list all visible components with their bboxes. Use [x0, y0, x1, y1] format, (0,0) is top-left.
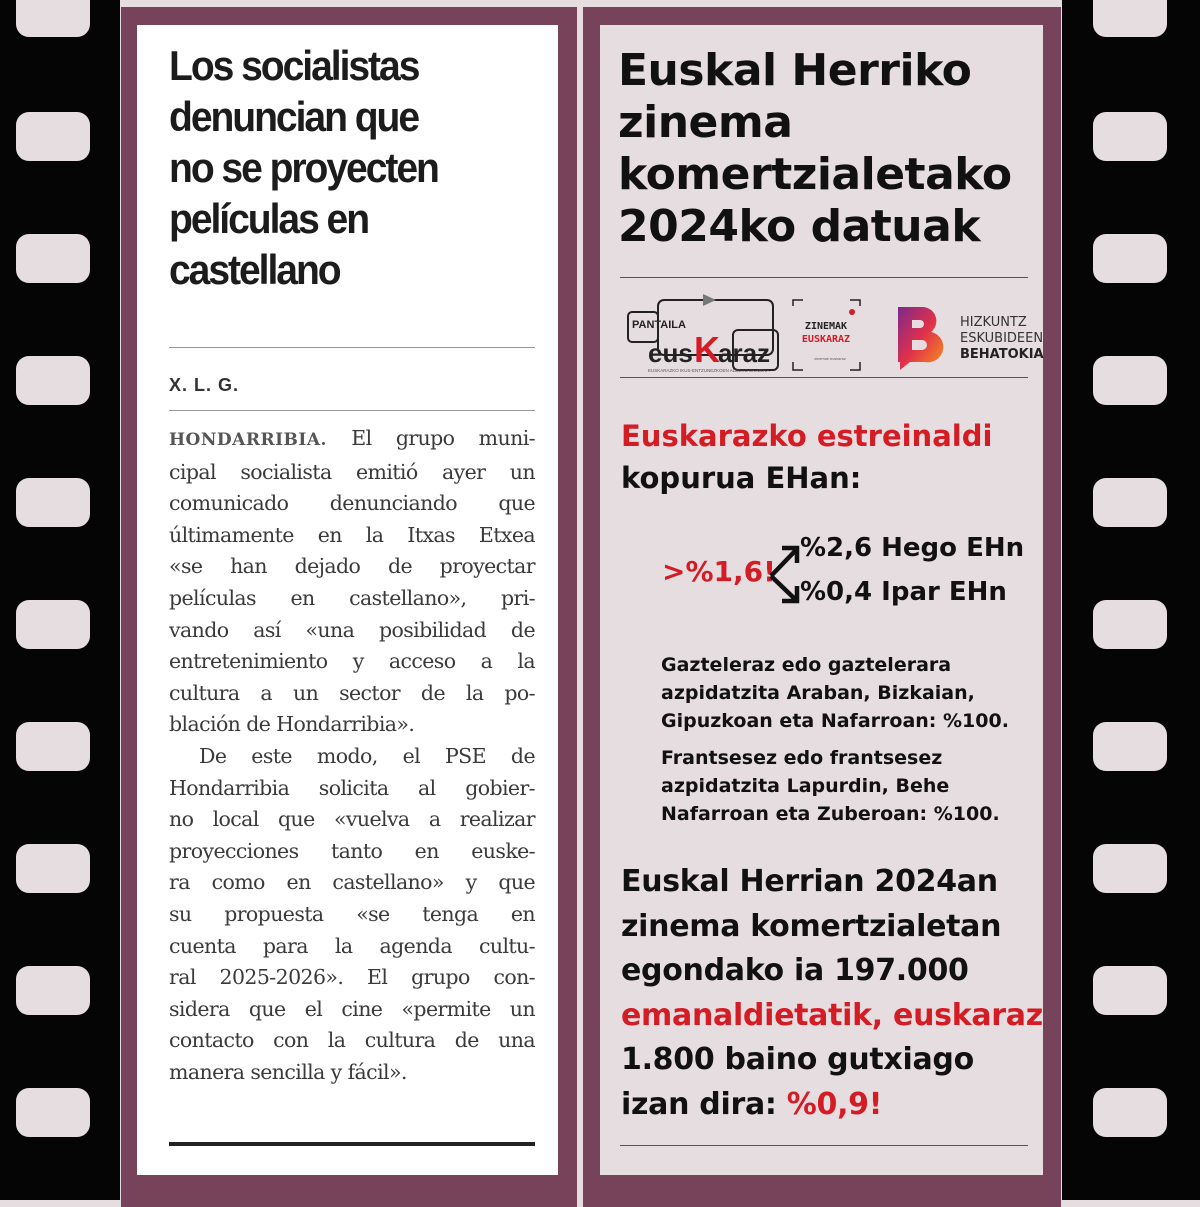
newspaper-clipping — [137, 25, 558, 1175]
article-dateline: HONDARRIBIA. — [169, 430, 327, 450]
svg-text:ESKUBIDEEN: ESKUBIDEEN — [960, 331, 1044, 346]
divider — [620, 277, 1028, 278]
summary-line: zinema komertzialetan — [621, 908, 1002, 944]
article-line: películas en castellano», pri- — [169, 585, 535, 610]
article-line: «se han dejado de proyectar — [169, 554, 535, 579]
svg-text:eus: eus — [648, 338, 693, 368]
film-sprocket-hole — [1093, 234, 1167, 283]
article-headline — [169, 40, 438, 295]
summary-line: Euskal Herrian 2024an — [621, 864, 998, 899]
headline-line: castellano — [169, 246, 340, 293]
film-sprocket-hole — [16, 112, 90, 161]
svg-text:PANTAILA: PANTAILA — [632, 319, 686, 331]
title-line: Euskal Herriko — [618, 45, 972, 96]
article-line: ra como en castellano» y que — [169, 870, 535, 895]
split-arrows-icon — [768, 540, 804, 612]
article-line: sidera que el cine «permite un — [169, 996, 535, 1021]
summary-line — [621, 1083, 1043, 1128]
film-sprocket-hole — [1093, 844, 1167, 893]
film-sprocket-hole — [16, 478, 90, 527]
article-line: contacto con la cultura de una — [169, 1028, 535, 1053]
film-sprocket-hole — [1093, 0, 1167, 37]
logos-row — [618, 290, 1044, 380]
summary-line: egondako ia 197.000 — [621, 953, 969, 988]
title-line: 2024ko datuak — [618, 201, 981, 252]
svg-text:EUSKARAZKO IKUS-ENTZUNEZKOEN A: EUSKARAZKO IKUS-ENTZUNEZKOEN ALDEKO EKIMENA — [648, 368, 770, 373]
note-line: azpidatzita Araban, Bizkaian, — [661, 682, 975, 704]
headline-line: Los socialistas — [169, 42, 419, 89]
article-line: blación de Hondarribia». — [169, 712, 415, 737]
article-line: su propuesta «se tenga en — [169, 901, 535, 926]
divider — [169, 410, 535, 411]
end-rule — [169, 1142, 535, 1146]
article-line: comunicado denunciando que — [169, 491, 535, 516]
title-line: zinema — [618, 97, 793, 148]
title-line: komertzialetako — [618, 149, 1012, 200]
summary-text: izan dira: — [621, 1086, 787, 1122]
article-line: vando así «una posibilidad de — [169, 617, 535, 642]
note-spanish — [661, 651, 1009, 735]
film-sprocket-hole — [16, 722, 90, 771]
article-line: no local que «vuelva a realizar — [169, 807, 535, 832]
newspaper-panel — [121, 7, 577, 1207]
article-line: cuenta para la agenda cultu- — [169, 933, 535, 958]
film-sprocket-hole — [16, 356, 90, 405]
film-strip-left — [0, 0, 120, 1200]
summary-line: emanaldietatik, euskaraz — [621, 997, 1043, 1033]
article-line: proyecciones tanto en euske- — [169, 838, 535, 863]
ipar-percentage: %0,4 Ipar EHn — [800, 577, 1007, 607]
infographic-title — [618, 45, 1012, 253]
infographic-panel — [583, 7, 1061, 1207]
article-body — [169, 423, 535, 1088]
headline-line: no se proyecten — [169, 144, 438, 191]
note-line: Frantsesez edo frantsesez — [661, 747, 943, 769]
note-line: Nafarroan eta Zuberoan: %100. — [661, 803, 1000, 825]
svg-text:zinemak euskaraz: zinemak euskaraz — [814, 357, 846, 361]
note-french — [661, 744, 1000, 828]
film-sprocket-hole — [1093, 478, 1167, 527]
article-line: De este modo, el PSE de — [199, 743, 535, 768]
film-sprocket-hole — [1093, 1088, 1167, 1137]
summary-line: 1.800 baino gutxiago — [621, 1042, 974, 1077]
releases-heading — [621, 415, 992, 499]
film-strip-right — [1062, 0, 1200, 1200]
article-text: El grupo muni- — [326, 426, 535, 450]
screenings-summary — [621, 860, 1043, 1127]
article-line: Hondarribia solicita al gobier- — [169, 775, 535, 800]
film-sprocket-hole — [1093, 112, 1167, 161]
article-line: cipal socialista emitió ayer un — [169, 459, 535, 484]
svg-text:BEHATOKIA: BEHATOKIA — [960, 347, 1044, 362]
hego-percentage: %2,6 Hego EHn — [800, 533, 1025, 563]
article-line: ral 2025-2026». El grupo con- — [169, 965, 535, 990]
film-sprocket-hole — [16, 844, 90, 893]
article-line: cultura a un sector de la po- — [169, 680, 535, 705]
article-line: últimamente en la Itxas Etxea — [169, 522, 535, 547]
svg-text:K: K — [694, 329, 720, 370]
svg-text:araz: araz — [718, 338, 771, 368]
zinemak-euskaraz-logo — [793, 300, 860, 370]
article-line: entretenimiento y acceso a la — [169, 649, 535, 674]
note-line: Gazteleraz edo gaztelerara — [661, 654, 952, 676]
pantaila-euskaraz-logo — [628, 294, 778, 373]
headline-line: denuncian que — [169, 93, 419, 140]
film-sprocket-hole — [16, 966, 90, 1015]
infographic-content — [600, 25, 1043, 1175]
heading-black: kopurua EHan: — [621, 461, 862, 495]
summary-highlight: %0,9! — [786, 1086, 883, 1122]
film-sprocket-hole — [16, 0, 90, 37]
heading-red: Euskarazko estreinaldi — [621, 419, 993, 453]
svg-text:EUSKARAZ: EUSKARAZ — [801, 334, 851, 345]
note-line: azpidatzita Lapurdin, Behe — [661, 775, 950, 797]
film-sprocket-hole — [1093, 722, 1167, 771]
headline-line: películas en — [169, 195, 369, 242]
svg-text:ZINEMAK: ZINEMAK — [804, 321, 848, 332]
film-sprocket-hole — [1093, 600, 1167, 649]
film-sprocket-hole — [16, 1088, 90, 1137]
divider — [620, 377, 1028, 378]
article-line — [169, 423, 535, 457]
article-byline: X. L. G. — [169, 375, 240, 395]
svg-text:HIZKUNTZ: HIZKUNTZ — [960, 315, 1027, 330]
film-sprocket-hole — [16, 600, 90, 649]
film-sprocket-hole — [16, 234, 90, 283]
total-percentage: >%1,6! — [662, 555, 776, 588]
divider — [169, 347, 535, 348]
divider — [620, 1145, 1028, 1146]
film-sprocket-hole — [1093, 966, 1167, 1015]
article-line: manera sencilla y fácil». — [169, 1059, 407, 1084]
note-line: Gipuzkoan eta Nafarroan: %100. — [661, 710, 1009, 732]
behatokia-logo — [898, 307, 1044, 370]
film-sprocket-hole — [1093, 356, 1167, 405]
